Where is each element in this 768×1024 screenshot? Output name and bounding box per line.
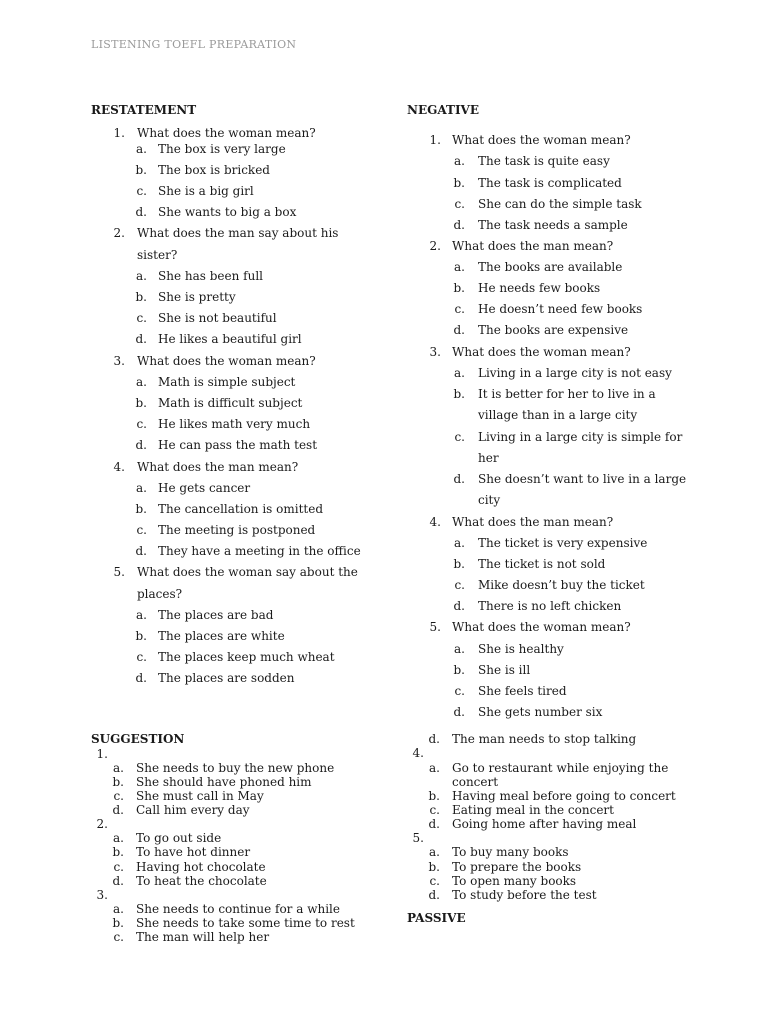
option-text: The box is very large — [158, 142, 286, 156]
option-text: She doesn’t want to live in a large — [478, 472, 687, 486]
option-text: He can pass the math test — [158, 438, 318, 452]
option-letter: d. — [135, 544, 147, 558]
question-number: 1. — [113, 126, 125, 140]
option-letter: a. — [136, 142, 147, 156]
option-text: She is a big girl — [158, 184, 254, 198]
option-letter: b. — [453, 176, 465, 190]
option-letter: b. — [135, 396, 147, 410]
option-text: She should have phoned him — [136, 775, 312, 789]
option-text: The box is bricked — [158, 163, 270, 177]
option-letter: a. — [454, 642, 465, 656]
option-letter: b. — [135, 502, 147, 516]
option-text: The task is complicated — [478, 176, 622, 190]
option-letter: d. — [135, 438, 147, 452]
option-letter: c. — [113, 930, 124, 944]
option-text: The task needs a sample — [478, 218, 628, 232]
question-number: 1. — [96, 747, 108, 761]
option-letter: c. — [113, 789, 124, 803]
option-letter: d. — [428, 888, 440, 902]
option-text: She needs to buy the new phone — [136, 761, 335, 775]
question-text: What does the woman mean? — [452, 133, 631, 147]
option-letter: a. — [454, 536, 465, 550]
question-number: 2. — [113, 226, 125, 240]
question-number: 5. — [429, 620, 441, 634]
option-text: The cancellation is omitted — [158, 502, 324, 516]
restatement-heading: RESTATEMENT — [91, 103, 197, 117]
option-letter: c. — [136, 417, 147, 431]
option-text-cont: concert — [452, 775, 499, 789]
option-letter: a. — [113, 761, 124, 775]
option-text: She can do the simple task — [478, 197, 642, 211]
option-text: He needs few books — [478, 281, 601, 295]
option-text: He likes a beautiful girl — [158, 332, 302, 346]
option-text: Go to restaurant while enjoying the — [452, 761, 669, 775]
option-text: To heat the chocolate — [136, 874, 267, 888]
option-letter: a. — [113, 831, 124, 845]
question-text: What does the man say about his — [137, 226, 339, 240]
option-text: The meeting is postponed — [158, 523, 316, 537]
option-text: To prepare the books — [452, 860, 582, 874]
option-letter: c. — [454, 302, 465, 316]
option-text: They have a meeting in the office — [158, 544, 361, 558]
suggestion-heading: SUGGESTION — [91, 732, 185, 746]
option-text: Having meal before going to concert — [452, 789, 676, 803]
option-text: He likes math very much — [158, 417, 311, 431]
question-number: 4. — [412, 746, 424, 760]
option-text: She needs to take some time to rest — [136, 916, 355, 930]
option-text: There is no left chicken — [478, 599, 622, 613]
option-letter: a. — [454, 260, 465, 274]
option-letter: d. — [135, 671, 147, 685]
option-letter: a. — [136, 481, 147, 495]
option-text: To open many books — [452, 874, 577, 888]
option-letter: c. — [136, 650, 147, 664]
option-letter: d. — [428, 732, 440, 746]
option-letter: d. — [112, 803, 124, 817]
option-text: She is not beautiful — [158, 311, 277, 325]
option-text: Having hot chocolate — [136, 860, 266, 874]
option-text: Math is difficult subject — [158, 396, 303, 410]
option-letter: d. — [453, 218, 465, 232]
option-text: The books are available — [478, 260, 623, 274]
option-letter: b. — [112, 916, 124, 930]
option-letter: c. — [454, 430, 465, 444]
option-letter: a. — [136, 375, 147, 389]
option-letter: a. — [429, 761, 440, 775]
option-text: She gets number six — [478, 705, 603, 719]
option-letter: d. — [453, 472, 465, 486]
question-text: What does the woman mean? — [137, 126, 316, 140]
option-text: The ticket is not sold — [478, 557, 606, 571]
question-number: 5. — [412, 831, 424, 845]
option-text: The books are expensive — [478, 323, 629, 337]
option-letter: b. — [112, 775, 124, 789]
option-text-cont: village than in a large city — [478, 408, 638, 422]
question-number: 3. — [96, 888, 108, 902]
option-letter: c. — [454, 197, 465, 211]
option-letter: d. — [112, 874, 124, 888]
option-letter: c. — [136, 184, 147, 198]
question-text: What does the man mean? — [452, 515, 614, 529]
question-text: What does the man mean? — [452, 239, 614, 253]
option-letter: b. — [453, 281, 465, 295]
question-text: What does the woman say about the — [137, 565, 358, 579]
option-letter: b. — [428, 860, 440, 874]
option-text: She feels tired — [478, 684, 567, 698]
option-letter: b. — [135, 290, 147, 304]
passive-heading: PASSIVE — [407, 911, 466, 925]
option-letter: b. — [453, 387, 465, 401]
option-text: She must call in May — [136, 789, 264, 803]
option-text: The places are sodden — [158, 671, 295, 685]
option-text: Eating meal in the concert — [452, 803, 614, 817]
option-letter: d. — [453, 323, 465, 337]
option-text: Math is simple subject — [158, 375, 296, 389]
option-text: The man will help her — [136, 930, 270, 944]
option-letter: a. — [454, 154, 465, 168]
option-text: The ticket is very expensive — [478, 536, 648, 550]
question-text-cont: places? — [137, 587, 183, 601]
option-text: To have hot dinner — [136, 845, 251, 859]
option-letter: b. — [428, 789, 440, 803]
negative-heading: NEGATIVE — [407, 103, 480, 117]
option-text: The places keep much wheat — [158, 650, 335, 664]
option-letter: d. — [453, 705, 465, 719]
option-letter: c. — [429, 803, 440, 817]
option-text: To study before the test — [452, 888, 597, 902]
question-number: 3. — [113, 354, 125, 368]
question-number: 1. — [429, 133, 441, 147]
option-text: Call him every day — [136, 803, 250, 817]
question-text-cont: sister? — [137, 248, 178, 262]
option-letter: c. — [429, 874, 440, 888]
option-text: She wants to big a box — [158, 205, 297, 219]
option-letter: a. — [454, 366, 465, 380]
option-letter: c. — [454, 684, 465, 698]
option-letter: c. — [136, 311, 147, 325]
option-letter: c. — [454, 578, 465, 592]
option-letter: a. — [113, 902, 124, 916]
question-number: 3. — [429, 345, 441, 359]
option-text: She is ill — [478, 663, 531, 677]
option-letter: c. — [113, 860, 124, 874]
option-text: Mike doesn’t buy the ticket — [478, 578, 645, 592]
option-text: The task is quite easy — [478, 154, 610, 168]
option-letter: a. — [136, 269, 147, 283]
question-number: 2. — [429, 239, 441, 253]
option-text: She needs to continue for a while — [136, 902, 340, 916]
option-text: Living in a large city is not easy — [478, 366, 672, 380]
option-letter: b. — [453, 557, 465, 571]
page-header: LISTENING TOEFL PREPARATION — [91, 38, 297, 51]
option-text: The man needs to stop talking — [452, 732, 637, 746]
option-letter: d. — [453, 599, 465, 613]
question-text: What does the woman mean? — [452, 620, 631, 634]
option-text: The places are white — [158, 629, 285, 643]
question-number: 4. — [113, 460, 125, 474]
option-text: It is better for her to live in a — [478, 387, 656, 401]
option-text: Going home after having meal — [452, 817, 637, 831]
option-text: She is healthy — [478, 642, 564, 656]
option-text: She is pretty — [158, 290, 236, 304]
option-text: To go out side — [136, 831, 222, 845]
option-letter: b. — [112, 845, 124, 859]
option-text: To buy many books — [452, 845, 569, 859]
option-letter: a. — [429, 845, 440, 859]
question-number: 4. — [429, 515, 441, 529]
option-letter: d. — [135, 205, 147, 219]
option-text: He doesn’t need few books — [478, 302, 643, 316]
option-letter: b. — [453, 663, 465, 677]
option-text: She has been full — [158, 269, 263, 283]
question-text: What does the man mean? — [137, 460, 299, 474]
option-text: Living in a large city is simple for — [478, 430, 683, 444]
option-letter: b. — [135, 163, 147, 177]
question-number: 2. — [96, 817, 108, 831]
option-text: He gets cancer — [158, 481, 251, 495]
question-text: What does the woman mean? — [137, 354, 316, 368]
option-letter: d. — [135, 332, 147, 346]
option-letter: c. — [136, 523, 147, 537]
option-letter: a. — [136, 608, 147, 622]
question-number: 5. — [113, 565, 125, 579]
option-text-cont: city — [478, 493, 501, 507]
option-text: The places are bad — [158, 608, 274, 622]
question-text: What does the woman mean? — [452, 345, 631, 359]
option-letter: d. — [428, 817, 440, 831]
option-text-cont: her — [478, 451, 499, 465]
option-letter: b. — [135, 629, 147, 643]
